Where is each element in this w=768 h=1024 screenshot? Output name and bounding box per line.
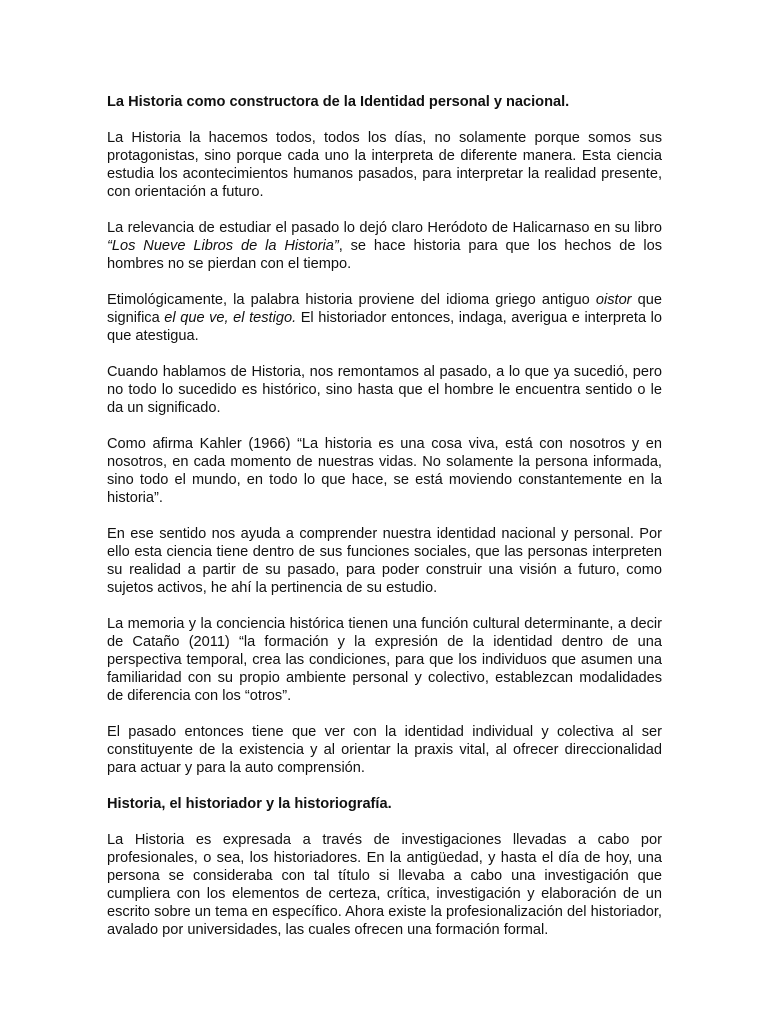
paragraph-6: En ese sentido nos ayuda a comprender nuestra identidad nacional y personal. Por ello esta ciencia tiene dentro de sus funciones sociales, que las personas interpreten su realidad a partir de su pasado, para poder construir una visión a futuro, como sujetos activos, he ahí la pertinencia de su estudio. bbox=[107, 526, 662, 596]
section-heading-historiografia: Historia, el historiador y la historiografía. bbox=[107, 796, 392, 812]
section-heading-identidad: La Historia como constructora de la Identidad personal y nacional. bbox=[107, 94, 570, 110]
paragraph-8: El pasado entonces tiene que ver con la identidad individual y colectiva al ser constituyente de la existencia y al orientar la praxis vital, al ofrecer direccionalidad para actuar y para la auto comprensión. bbox=[107, 724, 662, 776]
paragraph-3-text-e: El historiador entonces, indaga, averigua e interpreta lo que atestigua. bbox=[107, 310, 663, 344]
paragraph-3-text-a: Etimológicamente, la palabra historia proviene del idioma griego antiguo bbox=[107, 292, 596, 308]
document-page bbox=[107, 93, 662, 957]
paragraph-3 bbox=[107, 291, 662, 345]
paragraph-1: La Historia la hacemos todos, todos los días, no solamente porque somos sus protagonistas, sino porque cada uno la interpreta de diferente manera. Esta ciencia estudia los acontecimientos humanos pasados, para interpretar la realidad presente, con orientación a futuro. bbox=[107, 130, 662, 200]
paragraph-9: La Historia es expresada a través de investigaciones llevadas a cabo por profesionales, o sea, los historiadores. En la antigüedad, y hasta el día de hoy, una persona se consideraba con tal título si llevaba a cabo una investigación que cumpliera con los elementos de certeza, crítica, investigación y elaboración de un escrito sobre un tema en específico. Ahora existe la profesionalización del historiador, avalado por universidades, las cuales ofrecen una formación formal. bbox=[107, 832, 662, 938]
greek-term: oistor bbox=[595, 292, 632, 308]
term-meaning: el que ve, el testigo. bbox=[164, 310, 297, 326]
paragraph-4: Cuando hablamos de Historia, nos remontamos al pasado, a lo que ya sucedió, pero no todo lo sucedido es histórico, sino hasta que el hombre le encuentra sentido o le da un significado. bbox=[107, 364, 662, 416]
paragraph-2-text-a: La relevancia de estudiar el pasado lo dejó claro Heródoto de Halicarnaso en su libro bbox=[107, 220, 662, 236]
book-title: “Los Nueve Libros de la Historia” bbox=[107, 238, 339, 254]
paragraph-3-text-c: que significa bbox=[107, 292, 662, 326]
paragraph-5: Como afirma Kahler (1966) “La historia es una cosa viva, está con nosotros y en nosotros, en cada momento de nuestras vidas. No solamente la persona informada, sino todo el mundo, en todo lo que hace, se está moviendo constantemente en la historia”. bbox=[107, 436, 662, 506]
paragraph-2 bbox=[107, 219, 662, 273]
paragraph-2-text-c: , se hace historia para que los hechos de los hombres no se pierdan con el tiempo. bbox=[107, 238, 663, 272]
paragraph-7: La memoria y la conciencia histórica tienen una función cultural determinante, a decir de Cataño (2011) “la formación y la expresión de la identidad dentro de una perspectiva temporal, crea las condiciones, para que los individuos que asumen una familiaridad con su propio ambiente personal y colectivo, establezcan modalidades de diferencia con los “otros”. bbox=[107, 616, 662, 704]
